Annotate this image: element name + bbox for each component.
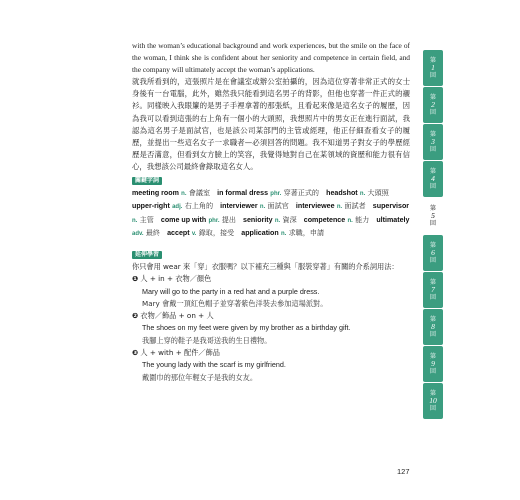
vocab-pos: n. bbox=[280, 230, 287, 237]
vocab-word: interviewee bbox=[295, 202, 335, 211]
vocab-pos: n. bbox=[336, 204, 343, 211]
chapter-tab-suffix: 回 bbox=[429, 367, 437, 375]
vocab-meaning: 會議室 bbox=[188, 188, 211, 197]
pattern-number: ❷ bbox=[132, 311, 139, 321]
vocab-pos: n. bbox=[359, 191, 366, 197]
pattern-formula: 人 + with + 配件／飾品 bbox=[140, 348, 220, 358]
chapter-tab-number: 8 bbox=[431, 322, 435, 332]
chapter-tab-number: 7 bbox=[431, 285, 435, 295]
vocab-word: meeting room bbox=[132, 189, 179, 197]
vocab-meaning: 面試官 bbox=[267, 201, 289, 211]
chapter-tab-number: 9 bbox=[431, 359, 435, 369]
chapter-tab-3[interactable] bbox=[423, 124, 443, 160]
chapter-tab-prefix: 第 bbox=[429, 352, 437, 360]
vocab-word: in formal dress bbox=[217, 189, 269, 197]
page-number: 127 bbox=[397, 467, 410, 476]
example-english: Mary will go to the party in a red hat and a purple dress. bbox=[142, 286, 320, 296]
chapter-tab-suffix: 回 bbox=[429, 145, 437, 153]
chapter-tab-prefix: 第 bbox=[429, 315, 437, 323]
example-chinese: 我腳上穿的鞋子是我哥送我的生日禮物。 bbox=[142, 335, 272, 345]
chapter-tab-suffix: 回 bbox=[429, 219, 437, 227]
vocab-pos: adv. bbox=[132, 230, 144, 237]
vocab-pos: n. bbox=[274, 217, 281, 224]
chapter-tab-suffix: 回 bbox=[429, 256, 437, 264]
chapter-tab-prefix: 第 bbox=[429, 130, 437, 138]
extension-tag: 延伸學習 bbox=[132, 251, 162, 259]
chapter-tab-10[interactable] bbox=[423, 383, 443, 419]
vocab-meaning: 最終 bbox=[145, 227, 161, 237]
example-english: The shoes on my feet were given by my brother as a birthday gift. bbox=[142, 323, 351, 333]
example-chinese: Mary 會戴一頂紅色帽子並穿著紫色洋裝去參加這場派對。 bbox=[142, 298, 328, 308]
vocab-pos: phr. bbox=[208, 217, 220, 224]
chapter-tab-5[interactable] bbox=[423, 198, 443, 234]
chapter-tab-number: 1 bbox=[431, 63, 435, 73]
pattern-line bbox=[132, 273, 410, 285]
chapter-tab-prefix: 第 bbox=[429, 389, 437, 397]
extension-intro: 你只會用 wear 來「穿」衣服嗎？以下補充三種與「服裝穿著」有關的介系詞用法： bbox=[132, 262, 399, 271]
vocab-meaning: 穿著正式的 bbox=[283, 188, 320, 197]
chapter-tab-prefix: 第 bbox=[429, 93, 437, 101]
example-chinese: 戴圍巾的那位年輕女子是我的女友。 bbox=[142, 372, 258, 382]
chapter-tab-suffix: 回 bbox=[429, 108, 437, 116]
vocab-word: headshot bbox=[326, 189, 358, 197]
pattern-number: ❸ bbox=[132, 348, 139, 358]
vocab-pos: n. bbox=[181, 191, 187, 197]
chapter-tab-suffix: 回 bbox=[429, 404, 437, 412]
vocab-meaning: 提出 bbox=[221, 214, 236, 224]
chapter-tab-number: 3 bbox=[431, 137, 435, 147]
chapter-tab-prefix: 第 bbox=[429, 56, 437, 64]
vocab-pos: n. bbox=[132, 217, 138, 224]
chapter-tab-suffix: 回 bbox=[429, 293, 437, 301]
vocab-meaning: 錄取，接受 bbox=[198, 227, 235, 237]
vocab-pos: n. bbox=[259, 204, 266, 211]
vocab-pos: phr. bbox=[270, 191, 282, 197]
vocab-pos: v. bbox=[191, 230, 197, 237]
chapter-tab-suffix: 回 bbox=[429, 330, 437, 338]
chapter-tab-number: 4 bbox=[431, 174, 435, 184]
vocab-word: application bbox=[241, 228, 279, 237]
vocab-meaning: 右上角的 bbox=[184, 201, 214, 211]
example-english: The young lady with the scarf is my girlfriend. bbox=[142, 360, 286, 370]
chapter-tab-suffix: 回 bbox=[429, 71, 437, 79]
chapter-tab-8[interactable] bbox=[423, 309, 443, 345]
intro-passage bbox=[132, 40, 410, 173]
chapter-tab-prefix: 第 bbox=[429, 278, 437, 286]
vocab-word: seniority bbox=[243, 215, 273, 224]
vocab-meaning: 資深 bbox=[282, 214, 297, 224]
intro-english: with the woman’s educational background and work experiences, but the smile on the face of the woman, I think she is confident about her seniority and competence in certain field, and the company will ultimately accept the woman’s applications. bbox=[132, 41, 410, 75]
chapter-tab-number: 2 bbox=[431, 100, 435, 110]
chapter-tab-4[interactable] bbox=[423, 161, 443, 197]
intro-chinese: 就我所看到的，這張照片是在會議室或辦公室拍攝的，因為這位穿著非常正式的女士身後有一台電腦，此外，雖然我只能看到這名男子的背影，但他也穿著一件正式的襯衫。同樣映入我眼簾的是男子手裡拿著的那張紙，且看起來像是這名女子的履歷，因為我可以看到這張的右上角有一個小的大頭照，我想照片中的男女正在進行面試，我認為這名男子是面試官，也是該公司某部門的主管或經理，他正仔細查看女子的履歷，並提出一些這名女子一求職者—必須回答的問題。我不知道男子對女子的學歷經歷是否滿意，但看到女方臉上的笑容，我覺得她對自己在某領域的資歷和能力很有信心，我想該公司最終會錄取這名女人。 bbox=[132, 77, 410, 171]
vocabulary-list bbox=[132, 187, 410, 240]
vocab-meaning: 面試者 bbox=[344, 201, 366, 211]
chapter-tab-2[interactable] bbox=[423, 87, 443, 123]
pattern-formula: 衣物／飾品 + on + 人 bbox=[140, 311, 214, 321]
chapter-tab-9[interactable] bbox=[423, 346, 443, 382]
vocab-meaning: 大頭照 bbox=[367, 188, 389, 197]
extension-section bbox=[132, 261, 410, 384]
pattern-formula: 人 + in + 衣物／顏色 bbox=[140, 274, 212, 284]
chapter-tab-prefix: 第 bbox=[429, 204, 437, 212]
vocab-word: supervisor bbox=[372, 202, 410, 211]
vocab-word: ultimately bbox=[376, 215, 410, 224]
chapter-tab-number: 5 bbox=[431, 211, 435, 221]
pattern-line bbox=[132, 310, 410, 322]
chapter-tab-number: 10 bbox=[429, 396, 437, 406]
chapter-tab-1[interactable] bbox=[423, 50, 443, 86]
vocab-meaning: 求職，申請 bbox=[288, 227, 325, 237]
pattern-number: ❶ bbox=[132, 274, 139, 284]
vocab-meaning: 能力 bbox=[355, 214, 370, 224]
vocab-word: upper-right bbox=[132, 202, 170, 211]
vocab-pos: adj. bbox=[172, 204, 183, 211]
vocab-pos: n. bbox=[347, 217, 353, 224]
vocab-meaning: 主管 bbox=[139, 214, 154, 224]
chapter-tab-7[interactable] bbox=[423, 272, 443, 308]
chapter-tab-number: 6 bbox=[431, 248, 435, 258]
vocab-word: competence bbox=[303, 215, 346, 224]
chapter-tab-prefix: 第 bbox=[429, 167, 437, 175]
vocab-word: accept bbox=[167, 228, 190, 237]
pattern-line bbox=[132, 347, 410, 359]
vocab-word: come up with bbox=[160, 215, 207, 224]
chapter-tab-6[interactable] bbox=[423, 235, 443, 271]
vocabulary-tag: 關鍵字詞 bbox=[132, 177, 162, 185]
chapter-tab-prefix: 第 bbox=[429, 241, 437, 249]
vocab-word: interviewer bbox=[220, 202, 258, 211]
chapter-tab-suffix: 回 bbox=[429, 182, 437, 190]
